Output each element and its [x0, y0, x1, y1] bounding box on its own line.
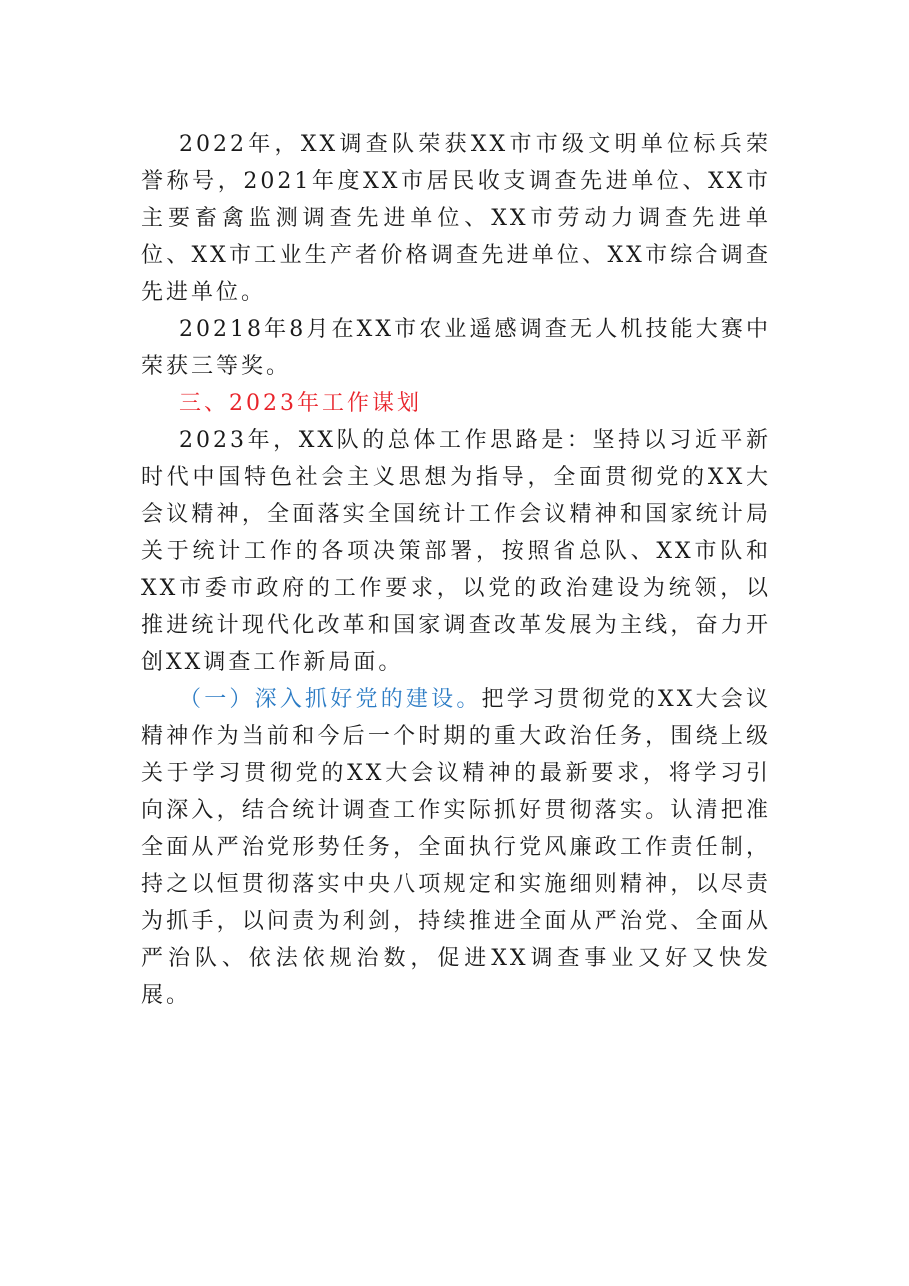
section-heading-2023-plan: 三、2023年工作谋划	[179, 391, 422, 416]
paragraph-honors-2022: 2022年，XX调查队荣获XX市市级文明单位标兵荣誉称号，2021年度XX市居民收支调查先进单位、XX市主要畜禽监测调查先进单位、XX市劳动力调查先进单位、XX市工业生产者价格调查先进单位、XX市综合调查先进单位。	[141, 132, 771, 305]
document-body	[141, 126, 771, 1014]
paragraph-party-building	[141, 681, 771, 1014]
paragraph-award-drone: 20218年8月在XX市农业遥感调查无人机技能大赛中荣获三等奖。	[141, 317, 771, 379]
subheading-party-building: （一）深入抓好党的建设。	[179, 687, 482, 712]
paragraph-2023-overall-approach: 2023年，XX队的总体工作思路是：坚持以习近平新时代中国特色社会主义思想为指导，全面贯彻党的XX大会议精神，全面落实全国统计工作会议精神和国家统计局关于统计工作的各项决策部署，按照省总队、XX市队和XX市委市政府的工作要求，以党的政治建设为统领，以推进统计现代化改革和国家调查改革发展为主线，奋力开创XX调查工作新局面。	[141, 428, 771, 675]
paragraph-party-building-body: 把学习贯彻党的XX大会议精神作为当前和今后一个时期的重大政治任务，围绕上级关于学习贯彻党的XX大会议精神的最新要求，将学习引向深入，结合统计调查工作实际抓好贯彻落实。认清把准全面从严治党形势任务，全面执行党风廉政工作责任制，持之以恒贯彻落实中央八项规定和实施细则精神，以尽责为抓手，以问责为利剑，持续推进全面从严治党、全面从严治队、依法依规治数，促进XX调查事业又好又快发展。	[141, 687, 771, 1008]
